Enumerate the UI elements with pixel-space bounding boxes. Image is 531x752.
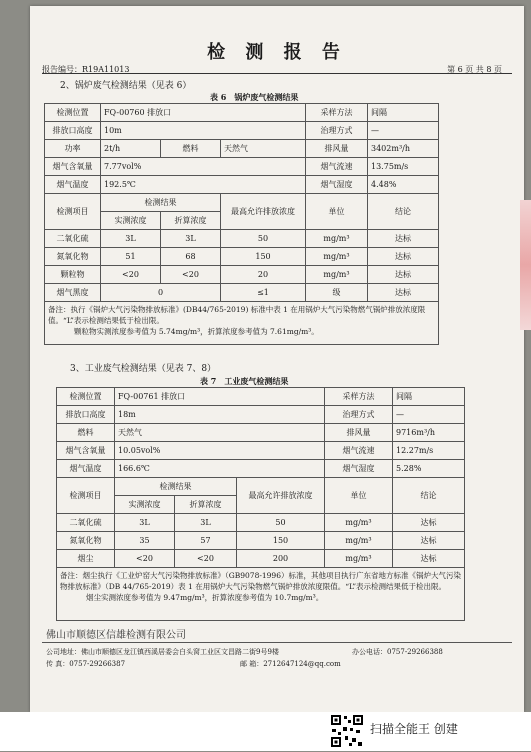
table-row: 排放口高度 18m 治理方式 — xyxy=(57,406,465,424)
section-2-heading: 2、锅炉废气检测结果（见表 6） xyxy=(60,81,192,91)
table-row: 功率 2t/h 燃料 天然气 排风量 3402m³/h xyxy=(45,140,439,158)
footer-rule xyxy=(42,642,512,643)
table-row: 烟气含氧量 7.77vol% 烟气流速 13.75m/s xyxy=(45,158,439,176)
table-row xyxy=(57,568,465,621)
table-row: 烟气温度 166.6℃ 烟气湿度 5.28% xyxy=(57,460,465,478)
page-number: 第 6 页 共 8 页 xyxy=(447,65,502,74)
table-row: 氮氧化物 35 57 150 mg/m³ 达标 xyxy=(57,532,465,550)
company-address: 公司地址：佛山市顺德区龙江镇西溪居委会白头窝工业区文昌路二街9号9楼 xyxy=(46,648,279,656)
table-row: 检测位置 FQ-00761 排放口 采样方法 间隔 xyxy=(57,388,465,406)
table-6-caption: 表 6 锅炉废气检测结果 xyxy=(210,92,299,102)
table-row: 二氧化硫 3L 3L 50 mg/m³ 达标 xyxy=(57,514,465,532)
table-row: 实测浓度 折算浓度 xyxy=(45,212,439,230)
table-7-results xyxy=(56,477,465,621)
table-row: 检测位置 FQ-00760 排放口 采样方法 间隔 xyxy=(45,104,439,122)
table-row: 烟气温度 192.5℃ 烟气湿度 4.48% xyxy=(45,176,439,194)
table-row: 检测项目 检测结果 最高允许排放浓度 单位 结论 xyxy=(45,194,439,212)
table-7-note: 备注：烟尘执行《工业炉窑大气污染物排放标准》（GB9078-1996）标准，其他项目执行广东省地方标准《锅炉大气污染物排放标准》（DB 44/765-2019）表 1 在用锅炉大气污染物燃气锅炉排放浓度限值。“L”表示检测结果低于检出限。 烟尘实测浓度参考值为 9.47mg/m³，折算浓度参考值为 10.7mg/m³。 xyxy=(57,568,465,621)
table-6-note: 备注：执行《锅炉大气污染物排放标准》(DB44/765-2019) 标准中表 1 在用锅炉大气污染物燃气锅炉排放浓度限值。“L”表示检测结果低于检出限。 颗粒物实测浓度参考值为 5.74mg/m³，折算浓度参考值为 7.61mg/m³。 xyxy=(45,302,439,345)
red-seal-edge xyxy=(520,200,531,330)
page-title: 检 测 报 告 xyxy=(207,42,347,63)
email-address: 邮 箱：271264712​4@qq.com xyxy=(240,660,341,668)
table-row: 烟尘 <20 <20 200 mg/m³ 达标 xyxy=(57,550,465,568)
table-6-results xyxy=(44,193,439,345)
table-6 xyxy=(44,103,439,194)
table-row: 氮氧化物 51 68 150 mg/m³ 达标 xyxy=(45,248,439,266)
table-row: 排放口高度 10m 治理方式 — xyxy=(45,122,439,140)
company-name: 佛山市顺德区信雄检测有限公司 xyxy=(46,630,186,641)
table-row: 烟气黑度 0 ≤1 级 达标 xyxy=(45,284,439,302)
report-page xyxy=(30,6,524,712)
fax-number: 传 真：0757-29266387 xyxy=(46,660,126,668)
table-row: 烟气含氧量 10.05vol% 烟气流速 12.27m/s xyxy=(57,442,465,460)
office-phone: 办公电话：0757-29266388 xyxy=(352,648,443,656)
table-row: 燃料 天然气 排风量 9716m³/h xyxy=(57,424,465,442)
header-rule xyxy=(42,73,512,74)
table-row xyxy=(45,302,439,345)
table-row: 实测浓度 折算浓度 xyxy=(57,496,465,514)
qr-code-icon xyxy=(330,714,364,748)
table-row: 检测项目 检测结果 最高允许排放浓度 单位 结论 xyxy=(57,478,465,496)
report-number: 报告编号：R19A11013 xyxy=(42,65,130,74)
table-7 xyxy=(56,387,465,478)
table-row: 颗粒物 <20 <20 20 mg/m³ 达标 xyxy=(45,266,439,284)
table-row: 二氧化硫 3L 3L 50 mg/m³ 达标 xyxy=(45,230,439,248)
scanner-label: 扫描全能王 创建 xyxy=(370,722,458,736)
table-7-caption: 表 7 工业废气检测结果 xyxy=(200,376,289,386)
section-3-heading: 3、工业废气检测结果（见表 7、8） xyxy=(70,364,217,374)
